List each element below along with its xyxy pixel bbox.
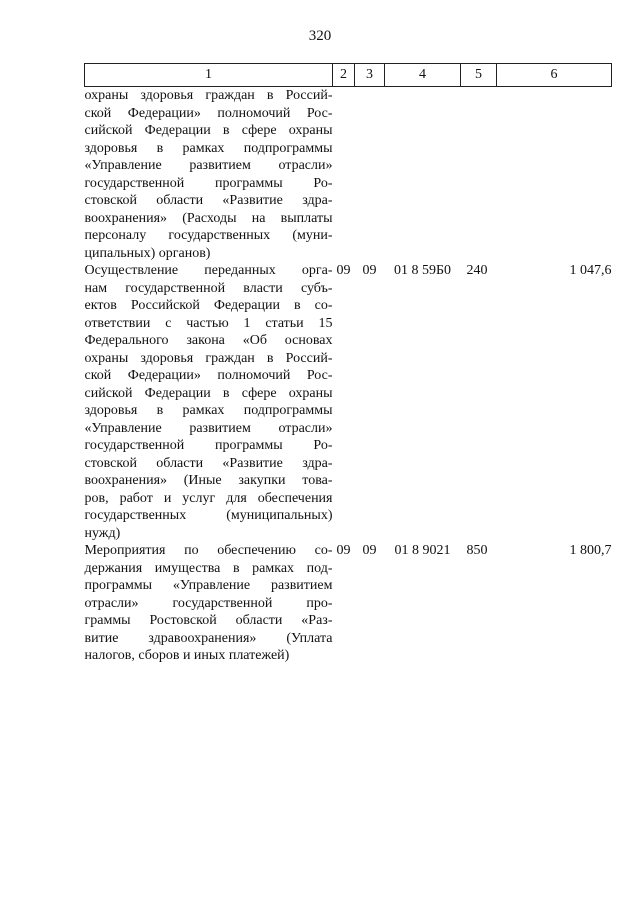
row-target-article-code: 01 8 59Б0	[393, 263, 452, 278]
description-line: сийской Федерации в сфере охраны	[84, 123, 333, 138]
description-line: государственных (муниципальных)	[84, 508, 333, 523]
column-header-6: 6	[497, 64, 612, 87]
description-line: нужд)	[84, 525, 121, 541]
row-description	[85, 262, 333, 542]
description-line: персоналу государственных (муни-	[84, 228, 333, 243]
row-section-code: 09	[336, 543, 351, 558]
description-line: государственной программы Ро-	[84, 438, 333, 453]
description-line: охраны здоровья граждан в Россий-	[84, 350, 333, 366]
row-subsection-code: 09	[362, 543, 377, 558]
row-amount: 1 800,7	[569, 543, 612, 558]
table-row	[85, 262, 612, 542]
table-body	[85, 87, 612, 665]
description-line: охраны здоровья граждан в Россий-	[84, 88, 333, 103]
description-line: Федерального закона «Об основах	[84, 333, 333, 348]
description-line: «Управление развитием отрасли»	[84, 158, 333, 173]
description-line: ров, работ и услуг для обеспечения	[84, 490, 333, 506]
page-number: 320	[308, 28, 332, 44]
description-line: Осуществление переданных орга-	[84, 263, 333, 278]
description-line: стовской области «Развитие здра-	[84, 455, 333, 471]
description-line: программы «Управление развитием	[84, 578, 333, 593]
row-expense-type-code	[461, 87, 497, 263]
description-line: держания имущества в рамках под-	[84, 560, 333, 576]
row-target-article-code: 01 8 9021	[394, 543, 451, 558]
description-line: здоровья в рамках подпрограммы	[84, 403, 333, 418]
row-expense-type-code: 850	[466, 543, 488, 558]
description-line: налогов, сборов и иных платежей)	[84, 648, 290, 663]
row-description	[85, 87, 333, 263]
description-line: стовской области «Развитие здра-	[84, 193, 333, 208]
row-expense-type-code: 240	[466, 263, 488, 278]
description-line: ципальных) органов)	[84, 245, 211, 261]
table-header	[85, 64, 612, 87]
header-row	[85, 64, 612, 87]
description-line: граммы Ростовской области «Раз-	[84, 613, 333, 628]
description-line: ответствии с частью 1 статьи 15	[84, 315, 333, 331]
description-line: ектов Российской Федерации в со-	[84, 298, 333, 313]
column-header-4: 4	[385, 64, 461, 87]
row-subsection-code: 09	[362, 263, 377, 278]
description-line: ской Федерации» полномочий Рос-	[84, 368, 333, 383]
row-amount	[497, 87, 612, 263]
column-header-1: 1	[85, 64, 333, 87]
table-row	[85, 87, 612, 263]
row-target-article-code	[385, 87, 461, 263]
table-row	[85, 542, 612, 665]
description-line: воохранения» (Расходы на выплаты	[84, 210, 333, 226]
row-subsection-code	[355, 87, 385, 263]
row-amount: 1 047,6	[569, 263, 612, 278]
column-header-3: 3	[355, 64, 385, 87]
description-line: витие здравоохранения» (Уплата	[84, 630, 333, 646]
row-section-code: 09	[336, 263, 351, 278]
description-line: «Управление развитием отрасли»	[84, 420, 333, 436]
column-header-2: 2	[333, 64, 355, 87]
column-header-5: 5	[461, 64, 497, 87]
row-description	[85, 542, 333, 665]
description-line: государственной программы Ро-	[84, 175, 333, 191]
row-section-code	[333, 87, 355, 263]
description-line: сийской Федерации в сфере охраны	[84, 385, 333, 401]
description-line: ской Федерации» полномочий Рос-	[84, 105, 333, 121]
description-line: отрасли» государственной про-	[84, 595, 333, 611]
description-line: здоровья в рамках подпрограммы	[84, 140, 333, 156]
description-line: воохранения» (Иные закупки това-	[84, 473, 333, 488]
description-line: нам государственной власти субъ-	[84, 280, 333, 296]
description-line: Мероприятия по обеспечению со-	[84, 543, 333, 558]
budget-table	[84, 63, 612, 665]
